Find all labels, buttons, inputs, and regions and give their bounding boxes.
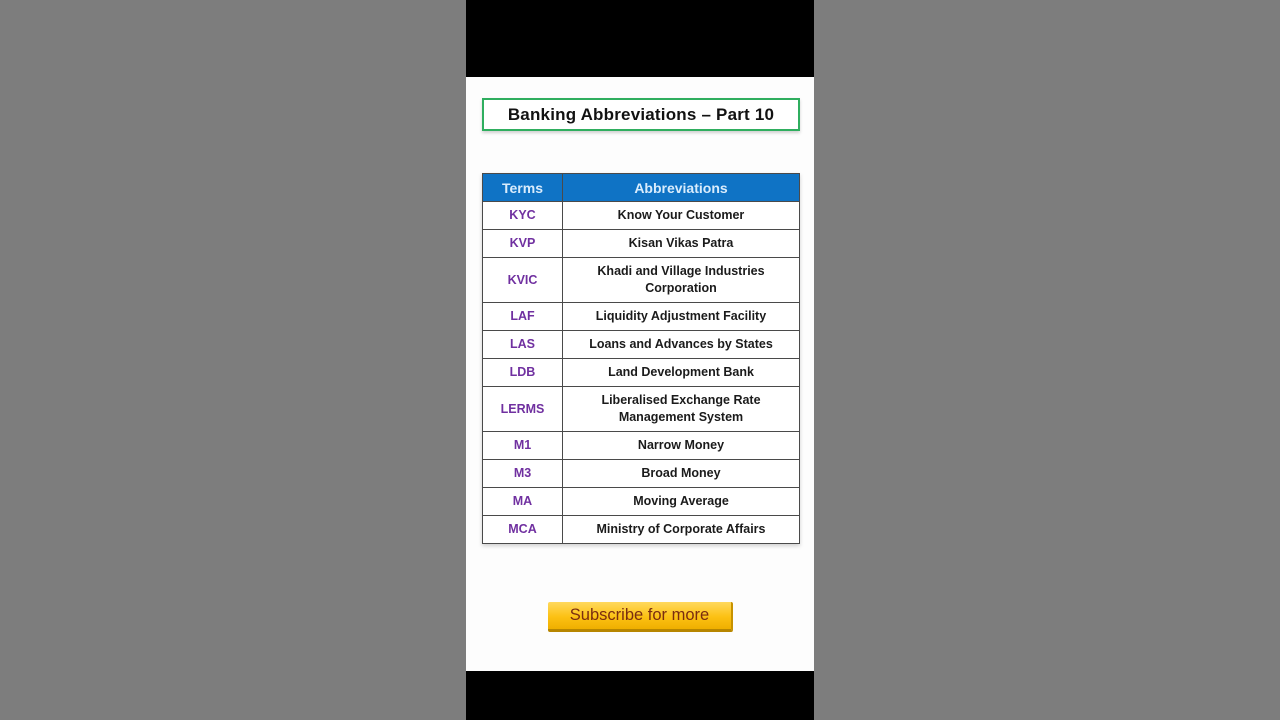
term-cell: MA [483, 488, 563, 516]
table-row [483, 303, 800, 331]
table-row [483, 230, 800, 258]
table-body [483, 202, 800, 544]
term-cell: M1 [483, 432, 563, 460]
table-header-row [483, 174, 800, 202]
abbreviation-cell: Liberalised Exchange Rate Management System [563, 387, 800, 432]
slide-title-box [482, 98, 800, 131]
column-header-terms: Terms [483, 174, 563, 202]
table-row [483, 387, 800, 432]
term-cell: KYC [483, 202, 563, 230]
term-cell: LAS [483, 331, 563, 359]
term-cell: KVIC [483, 258, 563, 303]
term-cell: LAF [483, 303, 563, 331]
term-cell: LDB [483, 359, 563, 387]
abbreviation-cell: Know Your Customer [563, 202, 800, 230]
page-title: Banking Abbreviations – Part 10 [507, 104, 775, 124]
table-row [483, 202, 800, 230]
abbreviation-cell: Kisan Vikas Patra [563, 230, 800, 258]
abbreviation-cell: Broad Money [563, 460, 800, 488]
table-row [483, 359, 800, 387]
table-row [483, 258, 800, 303]
column-header-abbreviations: Abbreviations [563, 174, 800, 202]
slide-content [466, 77, 814, 671]
abbreviation-cell: Land Development Bank [563, 359, 800, 387]
table-row [483, 516, 800, 544]
table-row [483, 331, 800, 359]
abbreviation-cell: Liquidity Adjustment Facility [563, 303, 800, 331]
abbreviations-table [482, 173, 800, 544]
term-cell: LERMS [483, 387, 563, 432]
table-row [483, 460, 800, 488]
term-cell: M3 [483, 460, 563, 488]
term-cell: KVP [483, 230, 563, 258]
abbreviation-cell: Moving Average [563, 488, 800, 516]
abbreviation-cell: Narrow Money [563, 432, 800, 460]
letterbox-top [466, 0, 814, 77]
term-cell: MCA [483, 516, 563, 544]
table-row [483, 432, 800, 460]
abbreviation-cell: Ministry of Corporate Affairs [563, 516, 800, 544]
vertical-video-strip [466, 0, 814, 720]
table-row [483, 488, 800, 516]
letterbox-bottom [466, 671, 814, 720]
abbreviation-cell: Loans and Advances by States [563, 331, 800, 359]
abbreviation-cell: Khadi and Village Industries Corporation [563, 258, 800, 303]
subscribe-button[interactable]: Subscribe for more [548, 602, 733, 632]
